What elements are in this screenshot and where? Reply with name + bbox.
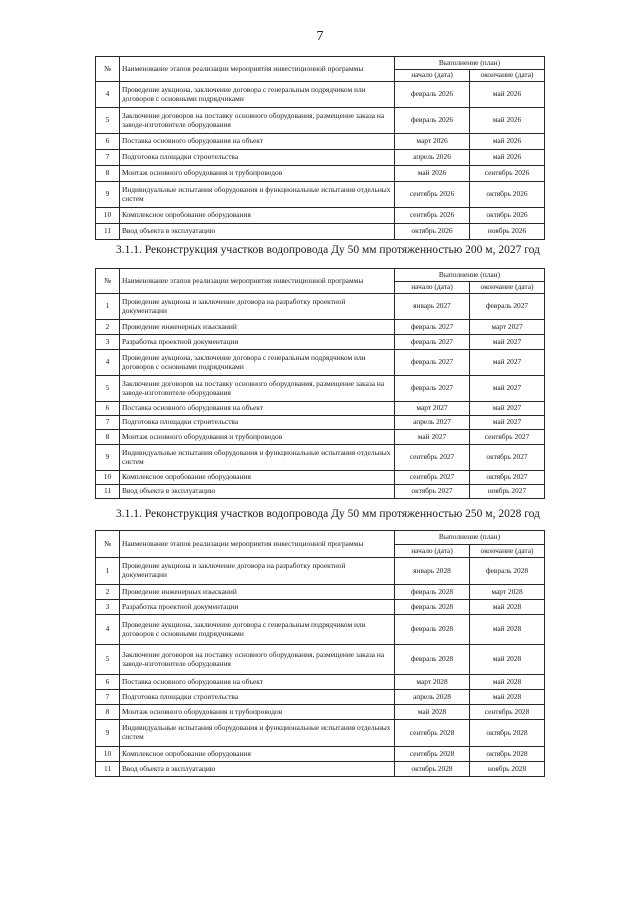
start-date: май 2026 bbox=[395, 166, 470, 182]
stage-name: Подготовка площадки строительства bbox=[120, 150, 395, 166]
header-plan: Выполнение (план) bbox=[395, 531, 545, 545]
end-date: сентябрь 2026 bbox=[470, 166, 545, 182]
table-row bbox=[96, 445, 545, 471]
row-number: 7 bbox=[96, 150, 120, 166]
table-row bbox=[96, 762, 545, 777]
end-date: сентябрь 2028 bbox=[470, 705, 545, 720]
start-date: февраль 2026 bbox=[395, 82, 470, 108]
row-number: 11 bbox=[96, 762, 120, 777]
row-number: 2 bbox=[96, 585, 120, 600]
start-date: февраль 2028 bbox=[395, 645, 470, 675]
row-number: 10 bbox=[96, 471, 120, 485]
header-num: № bbox=[96, 269, 120, 294]
start-date: октябрь 2028 bbox=[395, 762, 470, 777]
header-stage-name: Наименование этапов реализации мероприятия инвестиционной программы bbox=[120, 531, 395, 558]
table-row bbox=[96, 645, 545, 675]
end-date: май 2028 bbox=[470, 675, 545, 690]
header-stage-name: Наименование этапов реализации мероприятия инвестиционной программы bbox=[120, 57, 395, 82]
table-row bbox=[96, 615, 545, 645]
row-number: 4 bbox=[96, 82, 120, 108]
end-date: октябрь 2028 bbox=[470, 747, 545, 762]
stage-name: Поставка основного оборудования на объект bbox=[120, 675, 395, 690]
end-date: май 2026 bbox=[470, 108, 545, 134]
stage-name: Разработка проектной документации bbox=[120, 335, 395, 350]
start-date: май 2028 bbox=[395, 705, 470, 720]
table-row bbox=[96, 350, 545, 376]
header-start-date: начало (дата) bbox=[395, 282, 470, 294]
row-number: 11 bbox=[96, 224, 120, 240]
row-number: 5 bbox=[96, 108, 120, 134]
stage-name: Подготовка площадки строительства bbox=[120, 690, 395, 705]
start-date: февраль 2028 bbox=[395, 600, 470, 615]
start-date: январь 2028 bbox=[395, 558, 470, 585]
header-end-date: окончание (дата) bbox=[470, 70, 545, 82]
stage-name: Поставка основного оборудования на объект bbox=[120, 134, 395, 150]
table-row bbox=[96, 208, 545, 224]
row-number: 10 bbox=[96, 208, 120, 224]
table-row bbox=[96, 485, 545, 499]
schedule-table-2026 bbox=[95, 56, 545, 240]
header-num: № bbox=[96, 531, 120, 558]
row-number: 1 bbox=[96, 294, 120, 320]
start-date: сентябрь 2028 bbox=[395, 720, 470, 747]
start-date: апрель 2026 bbox=[395, 150, 470, 166]
row-number: 5 bbox=[96, 376, 120, 402]
end-date: февраль 2028 bbox=[470, 558, 545, 585]
row-number: 10 bbox=[96, 747, 120, 762]
start-date: сентябрь 2026 bbox=[395, 182, 470, 208]
end-date: май 2028 bbox=[470, 600, 545, 615]
start-date: сентябрь 2027 bbox=[395, 445, 470, 471]
table-row bbox=[96, 747, 545, 762]
table-row bbox=[96, 320, 545, 335]
schedule-table-2028 bbox=[95, 530, 545, 777]
stage-name: Проведение аукциона, заключение договора с генеральным подрядчиком или договоров с основными подрядчиками bbox=[120, 350, 395, 376]
table-row bbox=[96, 690, 545, 705]
start-date: февраль 2027 bbox=[395, 376, 470, 402]
row-number: 6 bbox=[96, 402, 120, 416]
stage-name: Заключение договоров на поставку основного оборудования, размещение заказа на заводе-изготовителе оборудования bbox=[120, 645, 395, 675]
stage-name: Комплексное опробование оборудования bbox=[120, 471, 395, 485]
table-row bbox=[96, 166, 545, 182]
stage-name: Индивидуальные испытания оборудования и функциональные испытания отдельных систем bbox=[120, 182, 395, 208]
stage-name: Монтаж основного оборудования и трубопроводов bbox=[120, 430, 395, 445]
end-date: сентябрь 2027 bbox=[470, 430, 545, 445]
start-date: февраль 2028 bbox=[395, 615, 470, 645]
start-date: октябрь 2027 bbox=[395, 485, 470, 499]
stage-name: Индивидуальные испытания оборудования и функциональные испытания отдельных систем bbox=[120, 445, 395, 471]
row-number: 9 bbox=[96, 445, 120, 471]
row-number: 3 bbox=[96, 600, 120, 615]
table-row bbox=[96, 150, 545, 166]
header-plan: Выполнение (план) bbox=[395, 269, 545, 282]
table-row bbox=[96, 585, 545, 600]
end-date: май 2027 bbox=[470, 376, 545, 402]
start-date: февраль 2028 bbox=[395, 585, 470, 600]
header-start-date: начало (дата) bbox=[395, 545, 470, 558]
stage-name: Комплексное опробование оборудования bbox=[120, 208, 395, 224]
row-number: 4 bbox=[96, 350, 120, 376]
end-date: октябрь 2026 bbox=[470, 208, 545, 224]
row-number: 8 bbox=[96, 705, 120, 720]
table-row bbox=[96, 471, 545, 485]
row-number: 3 bbox=[96, 335, 120, 350]
header-stage-name: Наименование этапов реализации мероприятия инвестиционной программы bbox=[120, 269, 395, 294]
end-date: ноябрь 2026 bbox=[470, 224, 545, 240]
end-date: октябрь 2028 bbox=[470, 720, 545, 747]
start-date: апрель 2028 bbox=[395, 690, 470, 705]
table-row bbox=[96, 82, 545, 108]
end-date: март 2028 bbox=[470, 585, 545, 600]
end-date: март 2027 bbox=[470, 320, 545, 335]
stage-name: Поставка основного оборудования на объект bbox=[120, 402, 395, 416]
table-row bbox=[96, 558, 545, 585]
end-date: май 2027 bbox=[470, 350, 545, 376]
row-number: 11 bbox=[96, 485, 120, 499]
row-number: 8 bbox=[96, 166, 120, 182]
table-row bbox=[96, 108, 545, 134]
stage-name: Проведение аукциона, заключение договора с генеральным подрядчиком или договоров с основными подрядчиками bbox=[120, 615, 395, 645]
table-row bbox=[96, 600, 545, 615]
end-date: ноябрь 2027 bbox=[470, 485, 545, 499]
end-date: ноябрь 2028 bbox=[470, 762, 545, 777]
stage-name: Проведение аукциона, заключение договора с генеральным подрядчиком или договоров с основными подрядчиками bbox=[120, 82, 395, 108]
end-date: май 2027 bbox=[470, 335, 545, 350]
table-row bbox=[96, 416, 545, 430]
header-start-date: начало (дата) bbox=[395, 70, 470, 82]
row-number: 9 bbox=[96, 720, 120, 747]
table-row bbox=[96, 376, 545, 402]
start-date: февраль 2027 bbox=[395, 335, 470, 350]
start-date: февраль 2026 bbox=[395, 108, 470, 134]
row-number: 7 bbox=[96, 690, 120, 705]
stage-name: Проведение аукциона и заключение договора на разработку проектной документации bbox=[120, 294, 395, 320]
table-row bbox=[96, 182, 545, 208]
start-date: февраль 2027 bbox=[395, 320, 470, 335]
start-date: сентябрь 2028 bbox=[395, 747, 470, 762]
start-date: сентябрь 2027 bbox=[395, 471, 470, 485]
start-date: сентябрь 2026 bbox=[395, 208, 470, 224]
row-number: 6 bbox=[96, 675, 120, 690]
stage-name: Монтаж основного оборудования и трубопроводов bbox=[120, 166, 395, 182]
table-row bbox=[96, 294, 545, 320]
start-date: октябрь 2026 bbox=[395, 224, 470, 240]
row-number: 4 bbox=[96, 615, 120, 645]
row-number: 6 bbox=[96, 134, 120, 150]
row-number: 9 bbox=[96, 182, 120, 208]
end-date: май 2028 bbox=[470, 690, 545, 705]
stage-name: Заключение договоров на поставку основного оборудования, размещение заказа на заводе-изготовителе оборудования bbox=[120, 108, 395, 134]
end-date: май 2027 bbox=[470, 402, 545, 416]
start-date: март 2028 bbox=[395, 675, 470, 690]
stage-name: Ввод объекта в эксплуатацию bbox=[120, 485, 395, 499]
stage-name: Разработка проектной документации bbox=[120, 600, 395, 615]
end-date: октябрь 2026 bbox=[470, 182, 545, 208]
header-plan: Выполнение (план) bbox=[395, 57, 545, 70]
section-heading-2028: 3.1.1. Реконструкция участков водопровода Ду 50 мм протяженностью 250 м, 2028 год bbox=[116, 508, 540, 520]
end-date: октябрь 2027 bbox=[470, 471, 545, 485]
schedule-table-2027 bbox=[95, 268, 545, 499]
start-date: январь 2027 bbox=[395, 294, 470, 320]
stage-name: Проведение аукциона и заключение договора на разработку проектной документации bbox=[120, 558, 395, 585]
stage-name: Индивидуальные испытания оборудования и функциональные испытания отдельных систем bbox=[120, 720, 395, 747]
stage-name: Монтаж основного оборудования и трубопроводов bbox=[120, 705, 395, 720]
table-row bbox=[96, 134, 545, 150]
table-row bbox=[96, 675, 545, 690]
stage-name: Ввод объекта в эксплуатацию bbox=[120, 762, 395, 777]
end-date: октябрь 2027 bbox=[470, 445, 545, 471]
row-number: 8 bbox=[96, 430, 120, 445]
table-row bbox=[96, 705, 545, 720]
row-number: 2 bbox=[96, 320, 120, 335]
stage-name: Заключение договоров на поставку основного оборудования, размещение заказа на заводе-изготовителе оборудования bbox=[120, 376, 395, 402]
header-end-date: окончание (дата) bbox=[470, 282, 545, 294]
end-date: май 2026 bbox=[470, 82, 545, 108]
row-number: 1 bbox=[96, 558, 120, 585]
stage-name: Ввод объекта в эксплуатацию bbox=[120, 224, 395, 240]
table-row bbox=[96, 402, 545, 416]
row-number: 5 bbox=[96, 645, 120, 675]
end-date: февраль 2027 bbox=[470, 294, 545, 320]
table-row bbox=[96, 430, 545, 445]
stage-name: Подготовка площадки строительства bbox=[120, 416, 395, 430]
end-date: май 2028 bbox=[470, 615, 545, 645]
stage-name: Проведение инженерных изысканий bbox=[120, 585, 395, 600]
end-date: май 2026 bbox=[470, 150, 545, 166]
start-date: февраль 2027 bbox=[395, 350, 470, 376]
section-heading-2027: 3.1.1. Реконструкция участков водопровода Ду 50 мм протяженностью 200 м, 2027 год bbox=[116, 244, 540, 256]
end-date: май 2026 bbox=[470, 134, 545, 150]
row-number: 7 bbox=[96, 416, 120, 430]
table-row bbox=[96, 224, 545, 240]
start-date: март 2026 bbox=[395, 134, 470, 150]
stage-name: Проведение инженерных изысканий bbox=[120, 320, 395, 335]
stage-name: Комплексное опробование оборудования bbox=[120, 747, 395, 762]
table-row bbox=[96, 720, 545, 747]
header-num: № bbox=[96, 57, 120, 82]
start-date: март 2027 bbox=[395, 402, 470, 416]
end-date: май 2027 bbox=[470, 416, 545, 430]
start-date: апрель 2027 bbox=[395, 416, 470, 430]
table-row bbox=[96, 335, 545, 350]
end-date: май 2028 bbox=[470, 645, 545, 675]
header-end-date: окончание (дата) bbox=[470, 545, 545, 558]
page-number: 7 bbox=[316, 29, 324, 44]
start-date: май 2027 bbox=[395, 430, 470, 445]
